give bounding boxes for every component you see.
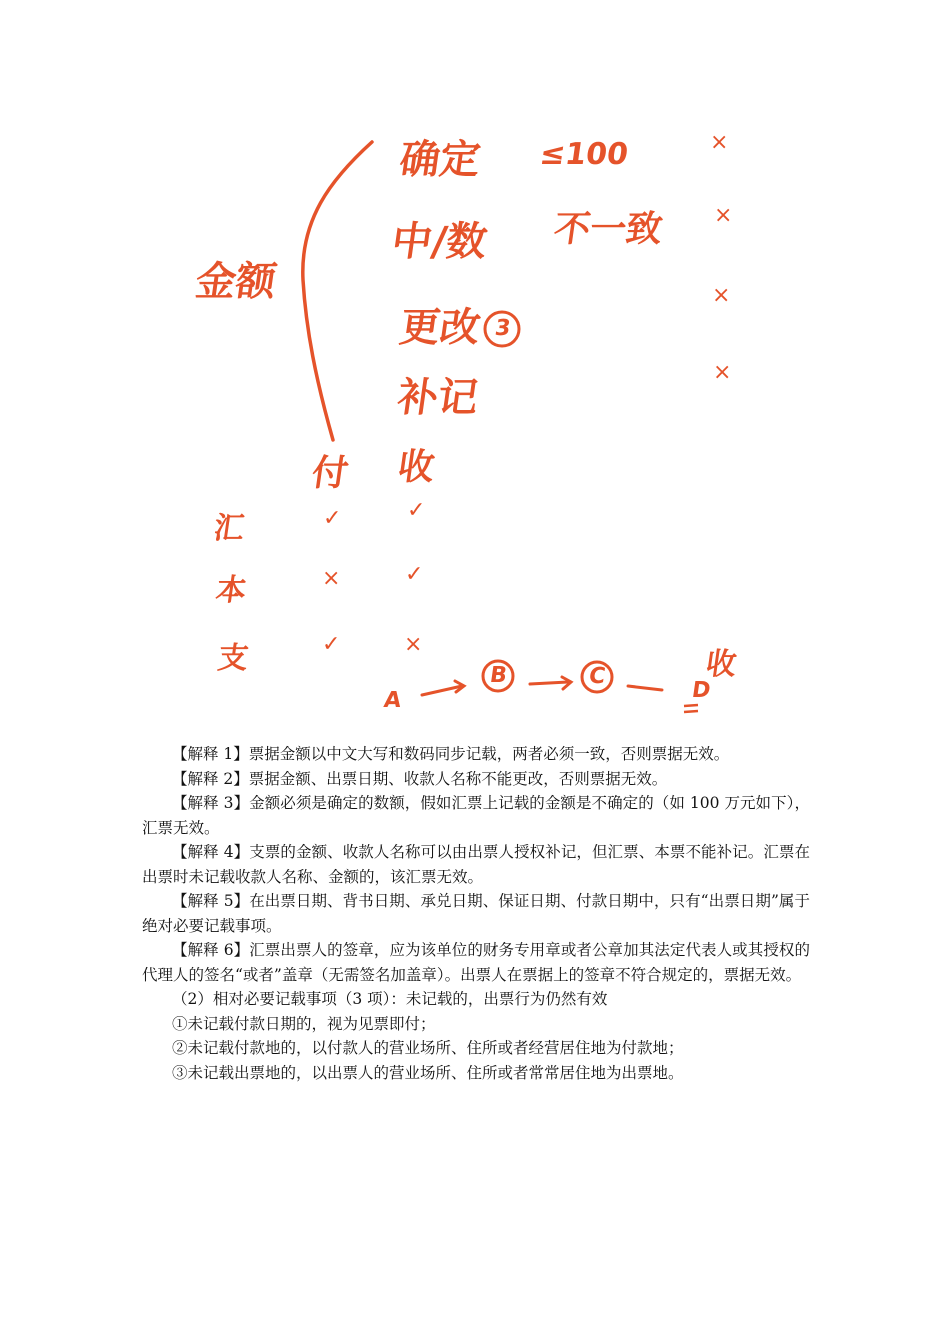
x-mark-4: × <box>713 360 732 385</box>
chinese-numeric-label: 中/数 <box>388 219 490 265</box>
inconsistent-label: 不一致 <box>551 209 665 250</box>
flow-b-label: B <box>488 663 509 688</box>
relative-items-heading: （2）相对必要记载事项（3 项）：未记载的，出票行为仍然有效 <box>172 990 608 1008</box>
flow-receive-label: 收 <box>703 647 739 682</box>
circle-3-label: 3 <box>493 316 513 341</box>
payer-header: 付 <box>309 453 351 494</box>
cheque-payer-check: ✓ <box>322 632 341 657</box>
x-mark-1: × <box>710 130 729 155</box>
relative-item-2: ②未记载付款地的，以付款人的营业场所、住所或者经营居住地为付款地； <box>172 1039 684 1057</box>
payee-header: 收 <box>395 447 437 488</box>
explanation-5: 【解释 5】在出票日期、背书日期、承兑日期、保证日期、付款日期中，只有“出票日期”属于绝对必要记载事项。 <box>142 892 810 935</box>
draft-payee-check: ✓ <box>407 498 426 523</box>
explanation-6: 【解释 6】汇票出票人的签章，应为该单位的财务专用章或者公章加其法定代表人或其授权的代理人的签名“或者”盖章（无需签名加盖章）。出票人在票据上的签章不符合规定的，票据无效。 <box>142 941 810 984</box>
supplement-label: 补记 <box>394 375 482 421</box>
explanation-1: 【解释 1】票据金额以中文大写和数码同步记载，两者必须一致，否则票据无效。 <box>172 745 730 763</box>
explanation-4: 【解释 4】支票的金额、收款人名称可以由出票人授权补记，但汇票、本票不能补记。汇票在出票时未记载收款人名称、金额的，该汇票无效。 <box>142 843 810 886</box>
explanation-3: 【解释 3】金额必须是确定的数额，假如汇票上记载的金额是不确定的（如 100 万元如下），汇票无效。 <box>142 794 810 837</box>
flow-d-label: D <box>690 678 713 703</box>
cheque-payee-x: × <box>404 632 423 657</box>
amount-label: 金额 <box>192 259 280 305</box>
flow-a-label: A <box>382 688 403 713</box>
relative-item-1: ①未记载付款日期的，视为见票即付； <box>172 1014 436 1033</box>
certain-label: 确定 <box>396 137 484 183</box>
relative-item-3: ③未记载出票地的，以出票人的营业场所、住所或者常常居住地为出票地。 <box>172 1063 684 1082</box>
x-mark-3: × <box>712 283 731 308</box>
cheque-row-label: 支 <box>215 641 251 676</box>
explanation-text <box>142 742 810 1085</box>
promissory-payer-x: × <box>322 566 341 591</box>
x-mark-2: × <box>714 203 733 228</box>
promissory-row-label: 本 <box>213 573 249 608</box>
le100-label: ≤100 <box>537 137 631 172</box>
explanation-2: 【解释 2】票据金额、出票日期、收款人名称不能更改，否则票据无效。 <box>172 769 668 788</box>
draft-payer-check: ✓ <box>323 506 342 531</box>
promissory-payee-check: ✓ <box>405 562 424 587</box>
flow-c-label: C <box>587 664 607 689</box>
alter-label: 更改 <box>396 305 484 351</box>
draft-row-label: 汇 <box>211 511 247 546</box>
